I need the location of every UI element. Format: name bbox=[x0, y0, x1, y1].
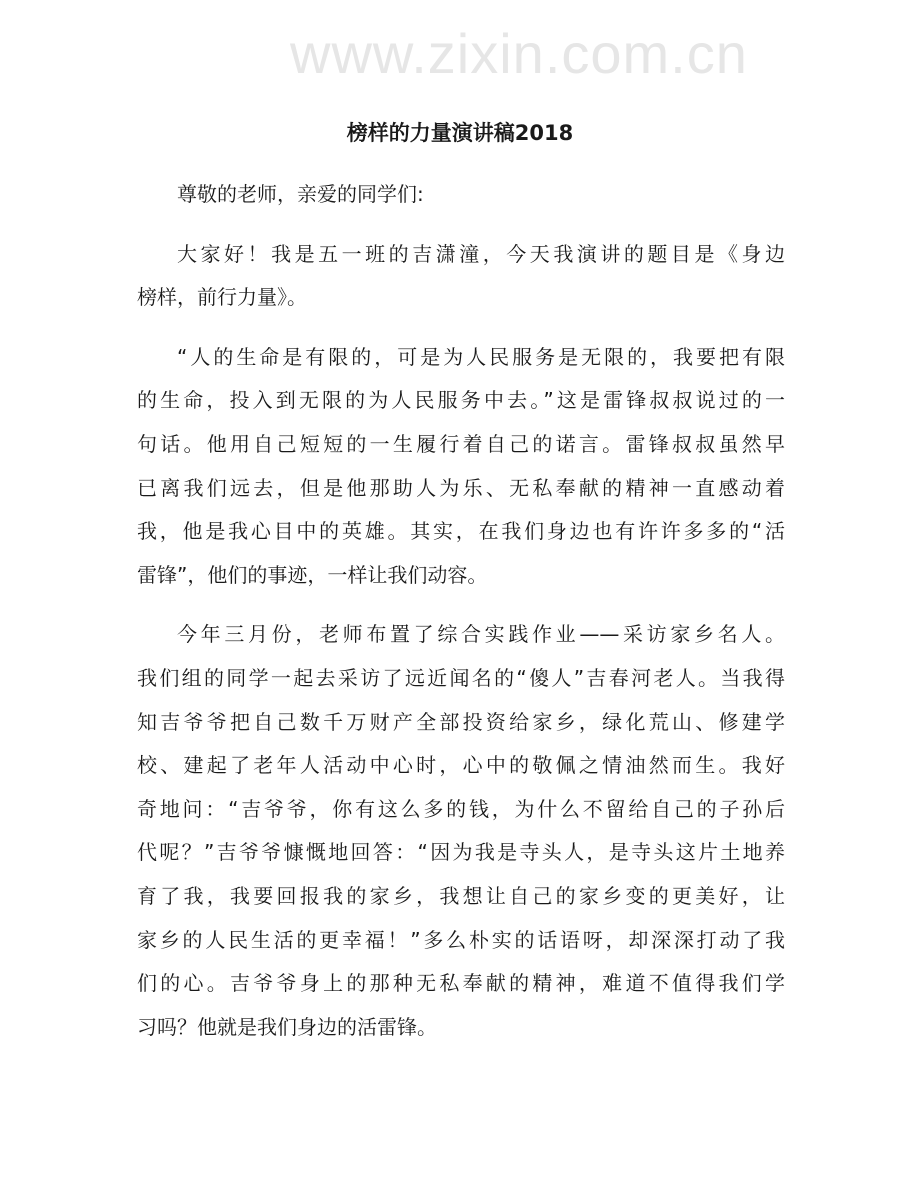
text-line: 榜样，前行力量》。 bbox=[137, 285, 307, 310]
paragraph bbox=[137, 236, 785, 323]
text-line: 家乡的人民生活的更幸福！”多么朴实的话语呀，却深深打动了我 bbox=[137, 927, 785, 952]
text-line: 习吗？他就是我们身边的活雷锋。 bbox=[137, 1014, 437, 1039]
document-body bbox=[137, 176, 785, 1068]
paragraph bbox=[137, 176, 785, 220]
paragraph bbox=[137, 616, 785, 1052]
text-line: 句话。他用自己短短的一生履行着自己的诺言。雷锋叔叔虽然早 bbox=[137, 431, 785, 456]
text-line: 雷锋”，他们的事迹，一样让我们动容。 bbox=[137, 562, 488, 587]
paragraph bbox=[137, 339, 785, 601]
text-line: 今年三月份，老师布置了综合实践作业——采访家乡名人。 bbox=[177, 622, 785, 647]
document-title: 榜样的力量演讲稿2018 bbox=[346, 121, 574, 145]
text-line: 育了我，我要回报我的家乡，我想让自己的家乡变的更美好，让 bbox=[137, 883, 785, 908]
text-line: 已离我们远去，但是他那助人为乐、无私奉献的精神一直感动着 bbox=[137, 475, 785, 500]
text-line: 大家好！我是五一班的吉潇潼，今天我演讲的题目是《身边 bbox=[177, 241, 785, 266]
text-line: 代呢？”吉爷爷慷慨地回答：“因为我是寺头人，是寺头这片土地养 bbox=[137, 840, 785, 865]
text-line: 奇地问：“吉爷爷，你有这么多的钱，为什么不留给自己的子孙后 bbox=[137, 796, 785, 821]
text-line: 尊敬的老师，亲爱的同学们: bbox=[177, 182, 424, 206]
text-line: 们的心。吉爷爷身上的那种无私奉献的精神，难道不值得我们学 bbox=[137, 971, 785, 996]
text-line: 知吉爷爷把自己数千万财产全部投资给家乡，绿化荒山、修建学 bbox=[137, 709, 785, 734]
text-line: 校、建起了老年人活动中心时，心中的敬佩之情油然而生。我好 bbox=[137, 753, 785, 778]
text-line: “人的生命是有限的，可是为人民服务是无限的，我要把有限 bbox=[177, 344, 785, 369]
text-line: 我，他是我心目中的英雄。其实，在我们身边也有许许多多的“活 bbox=[137, 519, 785, 544]
text-line: 我们组的同学一起去采访了远近闻名的“傻人”吉春河老人。当我得 bbox=[137, 665, 785, 690]
text-line: 的生命，投入到无限的为人民服务中去。”这是雷锋叔叔说过的一 bbox=[137, 388, 785, 413]
watermark: www.zixin.com.cn bbox=[290, 22, 748, 85]
